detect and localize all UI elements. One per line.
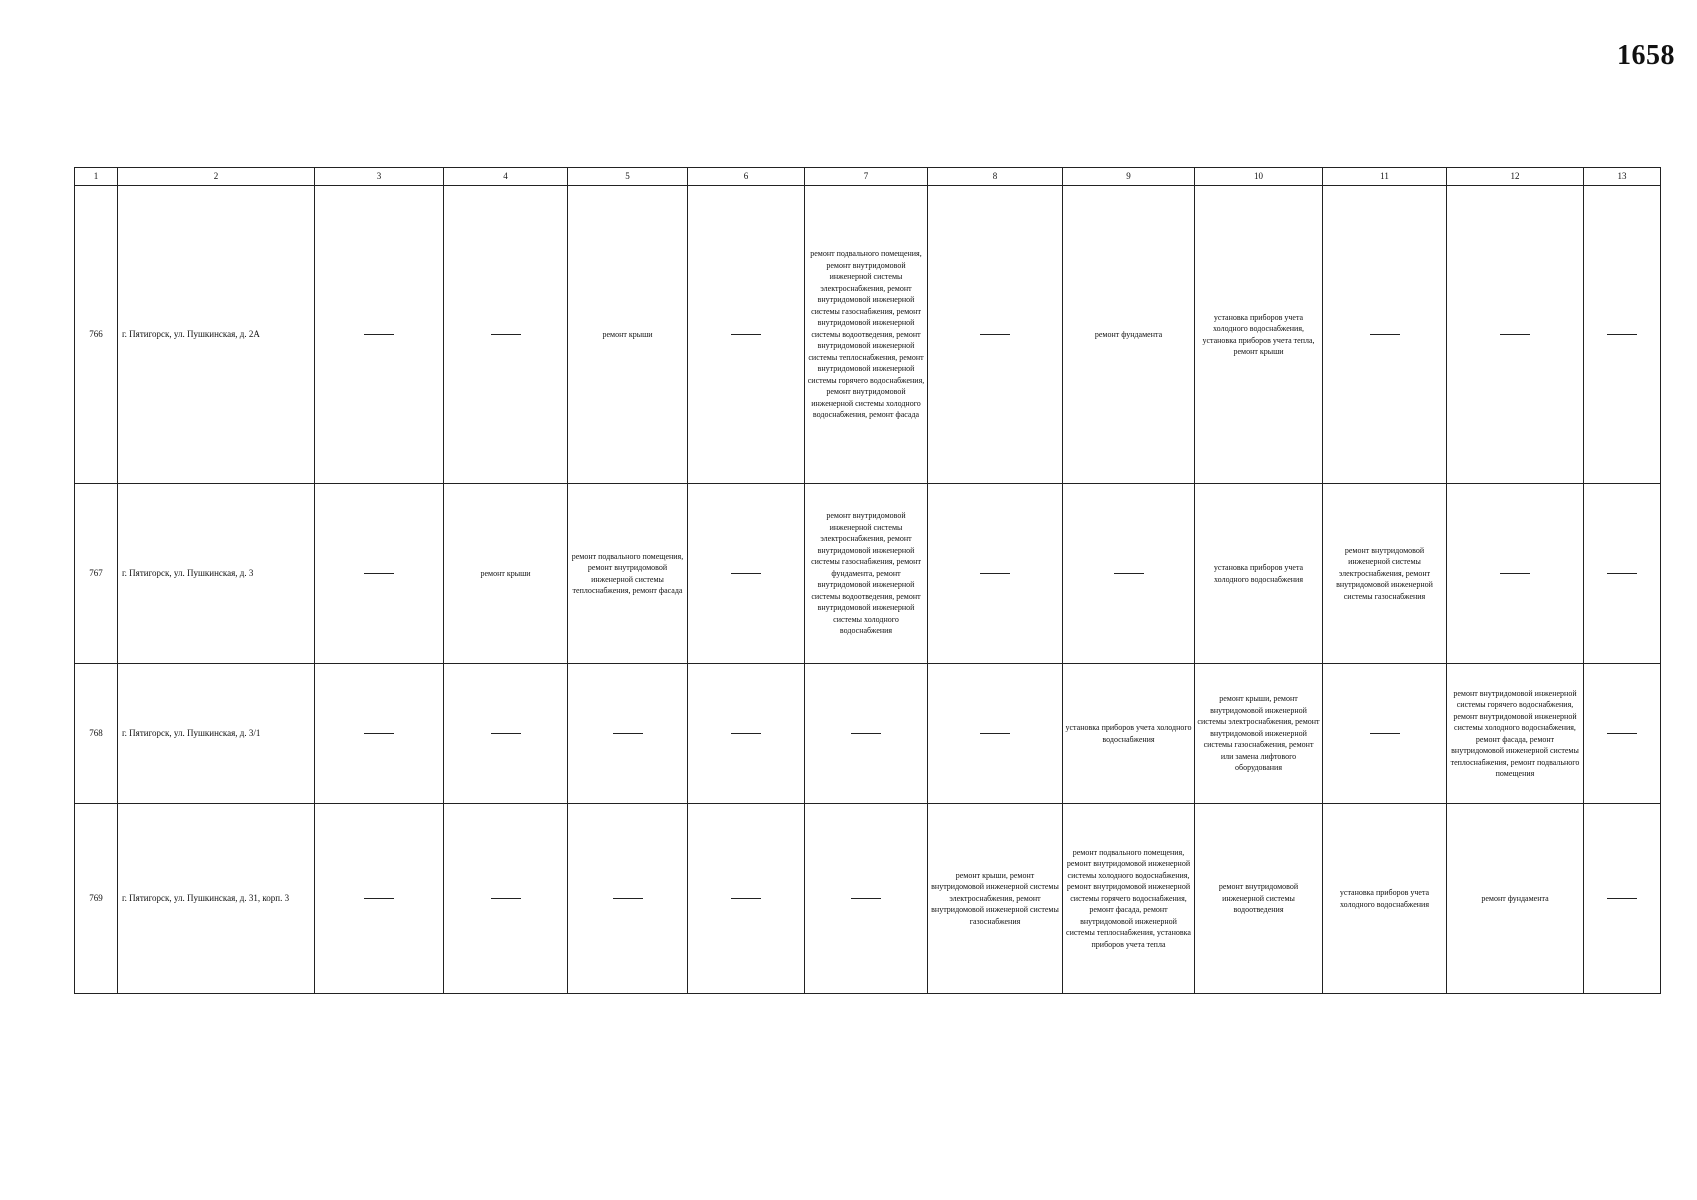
cell [315, 484, 444, 664]
column-header: 5 [568, 168, 688, 186]
row-address: г. Пятигорск, ул. Пушкинская, д. 2А [118, 186, 315, 484]
row-address: г. Пятигорск, ул. Пушкинская, д. 31, корп. 3 [118, 804, 315, 994]
dash-mark [491, 733, 521, 734]
dash-mark [364, 334, 394, 335]
table-row [75, 186, 1661, 484]
cell [1584, 804, 1661, 994]
dash-mark [1607, 733, 1637, 734]
cell: ремонт фундамента [1063, 186, 1195, 484]
cell [1584, 484, 1661, 664]
cell: ремонт крыши [568, 186, 688, 484]
row-number: 769 [75, 804, 118, 994]
dash-mark [613, 733, 643, 734]
dash-mark [851, 733, 881, 734]
cell [444, 804, 568, 994]
cell [928, 484, 1063, 664]
cell [1584, 664, 1661, 804]
cell [688, 804, 805, 994]
dash-mark [1114, 573, 1144, 574]
dash-mark [1607, 898, 1637, 899]
cell [315, 804, 444, 994]
cell: ремонт крыши [444, 484, 568, 664]
dash-mark [851, 898, 881, 899]
cell [1584, 186, 1661, 484]
column-header: 12 [1447, 168, 1584, 186]
cell [805, 804, 928, 994]
cell: ремонт крыши, ремонт внутридомовой инженерной системы электроснабжения, ремонт внутридомовой инженерной системы газоснабжения [928, 804, 1063, 994]
cell [1323, 664, 1447, 804]
cell: ремонт подвального помещения, ремонт внутридомовой инженерной системы теплоснабжения, ремонт фасада [568, 484, 688, 664]
row-number: 768 [75, 664, 118, 804]
cell [928, 186, 1063, 484]
dash-mark [731, 898, 761, 899]
cell: ремонт внутридомовой инженерной системы горячего водоснабжения, ремонт внутридомовой инженерной системы холодного водоснабжения, ремонт фасада, ремонт внутридомовой инженерной системы теплоснабжения, ремонт подвального помещения [1447, 664, 1584, 804]
dash-mark [491, 334, 521, 335]
cell: установка приборов учета холодного водоснабжения [1323, 804, 1447, 994]
cell [1447, 484, 1584, 664]
table-row [75, 484, 1661, 664]
dash-mark [364, 573, 394, 574]
row-address: г. Пятигорск, ул. Пушкинская, д. 3 [118, 484, 315, 664]
cell: установка приборов учета холодного водоснабжения [1063, 664, 1195, 804]
cell [688, 484, 805, 664]
cell [568, 664, 688, 804]
column-header: 6 [688, 168, 805, 186]
dash-mark [1607, 573, 1637, 574]
dash-mark [731, 334, 761, 335]
cell [688, 186, 805, 484]
cell [315, 664, 444, 804]
dash-mark [980, 733, 1010, 734]
column-number-header-row [75, 168, 1661, 186]
dash-mark [980, 573, 1010, 574]
cell [805, 664, 928, 804]
column-header: 8 [928, 168, 1063, 186]
table-row [75, 664, 1661, 804]
cell [444, 186, 568, 484]
cell [568, 804, 688, 994]
cell: ремонт подвального помещения, ремонт внутридомовой инженерной системы холодного водоснабжения, ремонт внутридомовой инженерной системы горячего водоснабжения, ремонт фасада, ремонт внутридомовой инженерной системы теплоснабжения, установка приборов учета тепла [1063, 804, 1195, 994]
dash-mark [731, 733, 761, 734]
dash-mark [491, 898, 521, 899]
table-row [75, 804, 1661, 994]
page-number: 1658 [1617, 40, 1675, 71]
repair-schedule-table [74, 167, 1661, 994]
dash-mark [1500, 573, 1530, 574]
cell: ремонт фундамента [1447, 804, 1584, 994]
column-header: 1 [75, 168, 118, 186]
dash-mark [364, 733, 394, 734]
row-address: г. Пятигорск, ул. Пушкинская, д. 3/1 [118, 664, 315, 804]
cell: ремонт подвального помещения, ремонт внутридомовой инженерной системы электроснабжения, ремонт внутридомовой инженерной системы газоснабжения, ремонт внутридомовой инженерной системы водоотведения, ремонт внутридомовой инженерной системы теплоснабжения, ремонт внутридомовой инженерной системы горячего водоснабжения, ремонт внутридомовой инженерной системы холодного водоснабжения, ремонт фасада [805, 186, 928, 484]
dash-mark [364, 898, 394, 899]
column-header: 2 [118, 168, 315, 186]
cell [315, 186, 444, 484]
cell [1323, 186, 1447, 484]
dash-mark [731, 573, 761, 574]
dash-mark [1500, 334, 1530, 335]
dash-mark [980, 334, 1010, 335]
dash-mark [1370, 733, 1400, 734]
cell: ремонт внутридомовой инженерной системы электроснабжения, ремонт внутридомовой инженерной системы газоснабжения [1323, 484, 1447, 664]
cell [444, 664, 568, 804]
column-header: 9 [1063, 168, 1195, 186]
dash-mark [1370, 334, 1400, 335]
cell: ремонт крыши, ремонт внутридомовой инженерной системы электроснабжения, ремонт внутридомовой инженерной системы газоснабжения, ремонт или замена лифтового оборудования [1195, 664, 1323, 804]
cell [1447, 186, 1584, 484]
column-header: 7 [805, 168, 928, 186]
column-header: 11 [1323, 168, 1447, 186]
row-number: 767 [75, 484, 118, 664]
column-header: 10 [1195, 168, 1323, 186]
cell: ремонт внутридомовой инженерной системы водоотведения [1195, 804, 1323, 994]
cell: установка приборов учета холодного водоснабжения [1195, 484, 1323, 664]
column-header: 13 [1584, 168, 1661, 186]
column-header: 4 [444, 168, 568, 186]
cell: установка приборов учета холодного водоснабжения, установка приборов учета тепла, ремонт крыши [1195, 186, 1323, 484]
column-header: 3 [315, 168, 444, 186]
row-number: 766 [75, 186, 118, 484]
cell [688, 664, 805, 804]
dash-mark [1607, 334, 1637, 335]
dash-mark [613, 898, 643, 899]
cell: ремонт внутридомовой инженерной системы электроснабжения, ремонт внутридомовой инженерной системы газоснабжения, ремонт фундамента, ремонт внутридомовой инженерной системы водоотведения, ремонт внутридомовой инженерной системы холодного водоснабжения [805, 484, 928, 664]
cell [928, 664, 1063, 804]
cell [1063, 484, 1195, 664]
